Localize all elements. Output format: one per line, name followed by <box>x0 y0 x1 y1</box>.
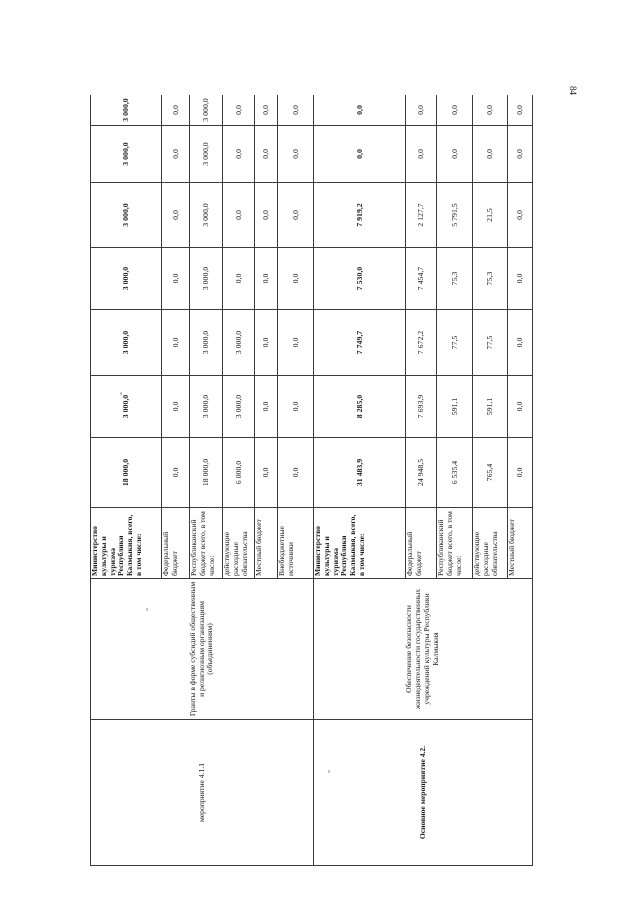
value-cell: 0,0 <box>508 438 533 508</box>
value-cell: 3 000,0 <box>190 248 223 310</box>
value-cell: 0,0 <box>437 95 473 126</box>
value-cell: 0,0 <box>255 183 278 248</box>
value-cell: 0,0 <box>508 376 533 438</box>
scan-speck <box>146 608 148 611</box>
value-cell: 7 672,2 <box>406 310 437 376</box>
value-cell: 3 000,0 <box>223 376 255 438</box>
value-cell: 21,5 <box>473 183 508 248</box>
value-cell: 765,4 <box>473 438 508 508</box>
value-cell: 0,0 <box>162 310 190 376</box>
value-cell: 3 000,0 <box>190 95 223 126</box>
block1-name-cell: Гранты в форме субсидий общественным и религиозным организациям (объединениям) <box>91 579 314 720</box>
value-cell: 0,0 <box>162 438 190 508</box>
value-cell: 0,0 <box>255 126 278 183</box>
value-cell: 7 693,9 <box>406 376 437 438</box>
value-cell: 0,0 <box>278 126 314 183</box>
value-cell: 0,0 <box>508 310 533 376</box>
block2-name-cell: Обеспечение безопасности жизнедеятельности государственных учреждений культуры Республики Калмыкия <box>314 579 533 720</box>
value-cell: 3 000,0 <box>91 310 162 376</box>
value-cell: 0,0 <box>255 438 278 508</box>
value-cell: 0,0 <box>162 376 190 438</box>
value-cell: 0,0 <box>508 248 533 310</box>
value-cell: 0,0 <box>223 183 255 248</box>
value-cell: 24 948,5 <box>406 438 437 508</box>
value-cell: 6 535,4 <box>437 438 473 508</box>
value-cell: 0,0 <box>255 95 278 126</box>
value-cell: 7 530,0 <box>314 248 406 310</box>
value-cell: 8 285,0 <box>314 376 406 438</box>
value-cell: 0,0 <box>473 126 508 183</box>
value-cell: 0,0 <box>278 95 314 126</box>
value-cell: 0,0 <box>278 248 314 310</box>
value-cell: 31 483,9 <box>314 438 406 508</box>
table-row <box>314 95 406 866</box>
block1-number-cell: мероприятие 4.1.1 <box>91 720 314 866</box>
value-cell: 2 127,7 <box>406 183 437 248</box>
value-cell: 0,0 <box>314 95 406 126</box>
value-cell: 77,5 <box>473 310 508 376</box>
rotated-budget-table-sheet <box>90 95 570 866</box>
value-cell: 0,0 <box>255 310 278 376</box>
value-cell: 0,0 <box>473 95 508 126</box>
value-cell: 0,0 <box>314 126 406 183</box>
value-cell: 0,0 <box>508 183 533 248</box>
value-cell: 0,0 <box>223 248 255 310</box>
value-cell: 0,0 <box>278 376 314 438</box>
value-cell: 75,3 <box>437 248 473 310</box>
value-cell: 0,0 <box>437 126 473 183</box>
value-cell: 0,0 <box>223 95 255 126</box>
value-cell: 3 000,0 <box>190 376 223 438</box>
value-cell: 591,1 <box>437 376 473 438</box>
block2-number-cell: Основное мероприятие 4.2. <box>314 720 533 866</box>
value-cell: 18 000,0 <box>190 438 223 508</box>
value-cell: 0,0 <box>278 310 314 376</box>
value-cell: 77,5 <box>437 310 473 376</box>
value-cell: 0,0 <box>162 183 190 248</box>
value-cell: 591,1 <box>473 376 508 438</box>
value-cell: 6 000,0 <box>223 438 255 508</box>
value-cell: 3 000,0 <box>91 126 162 183</box>
value-cell: 3 000,0 <box>190 183 223 248</box>
source-cell: Внебюджетные источники <box>278 508 314 579</box>
value-cell: 7 454,7 <box>406 248 437 310</box>
value-cell: 0,0 <box>162 248 190 310</box>
table-row <box>91 95 162 866</box>
value-cell: 0,0 <box>406 126 437 183</box>
page-number: 84 <box>568 86 578 95</box>
value-cell: 0,0 <box>508 95 533 126</box>
source-cell: Республиканский бюджет всего, в том числе: <box>437 508 473 579</box>
source-cell: действующие расходные обязательства <box>223 508 255 579</box>
value-cell: 0,0 <box>278 183 314 248</box>
value-cell: 0,0 <box>162 95 190 126</box>
value-cell: 3 000,0 <box>190 126 223 183</box>
value-cell: 0,0 <box>406 95 437 126</box>
source-cell: Местный бюджет <box>508 508 533 579</box>
value-cell: 3 000,0 <box>91 95 162 126</box>
source-cell: Местный бюджет <box>255 508 278 579</box>
value-cell: 5 791,5 <box>437 183 473 248</box>
value-cell: 18 000,0 <box>91 438 162 508</box>
value-cell: 3 000,0 <box>91 248 162 310</box>
budget-table-rotator <box>90 95 570 866</box>
value-cell: 0,0 <box>255 376 278 438</box>
source-cell: Министерство культуры и туризма Республики Калмыкия, всего, в том числе: <box>91 508 162 579</box>
source-cell: Министерство культуры и туризма Республики Калмыкия, всего, в том числе: <box>314 508 406 579</box>
value-cell: 3 000,0 <box>91 376 162 438</box>
source-cell: действующие расходные обязательства <box>473 508 508 579</box>
value-cell: 3 000,0 <box>91 183 162 248</box>
value-cell: 75,3 <box>473 248 508 310</box>
value-cell: 3 000,0 <box>190 310 223 376</box>
value-cell: 0,0 <box>508 126 533 183</box>
value-cell: 0,0 <box>223 126 255 183</box>
source-cell: Республиканский бюджет всего, в том числе: <box>190 508 223 579</box>
value-cell: 7 749,7 <box>314 310 406 376</box>
budget-table <box>90 95 533 866</box>
scan-speck <box>120 392 122 395</box>
value-cell: 0,0 <box>162 126 190 183</box>
value-cell: 0,0 <box>278 438 314 508</box>
value-cell: 3 000,0 <box>223 310 255 376</box>
value-cell: 7 919,2 <box>314 183 406 248</box>
scan-speck <box>328 770 330 773</box>
source-cell: Федеральный бюджет <box>162 508 190 579</box>
value-cell: 0,0 <box>255 248 278 310</box>
source-cell: Федеральный бюджет <box>406 508 437 579</box>
